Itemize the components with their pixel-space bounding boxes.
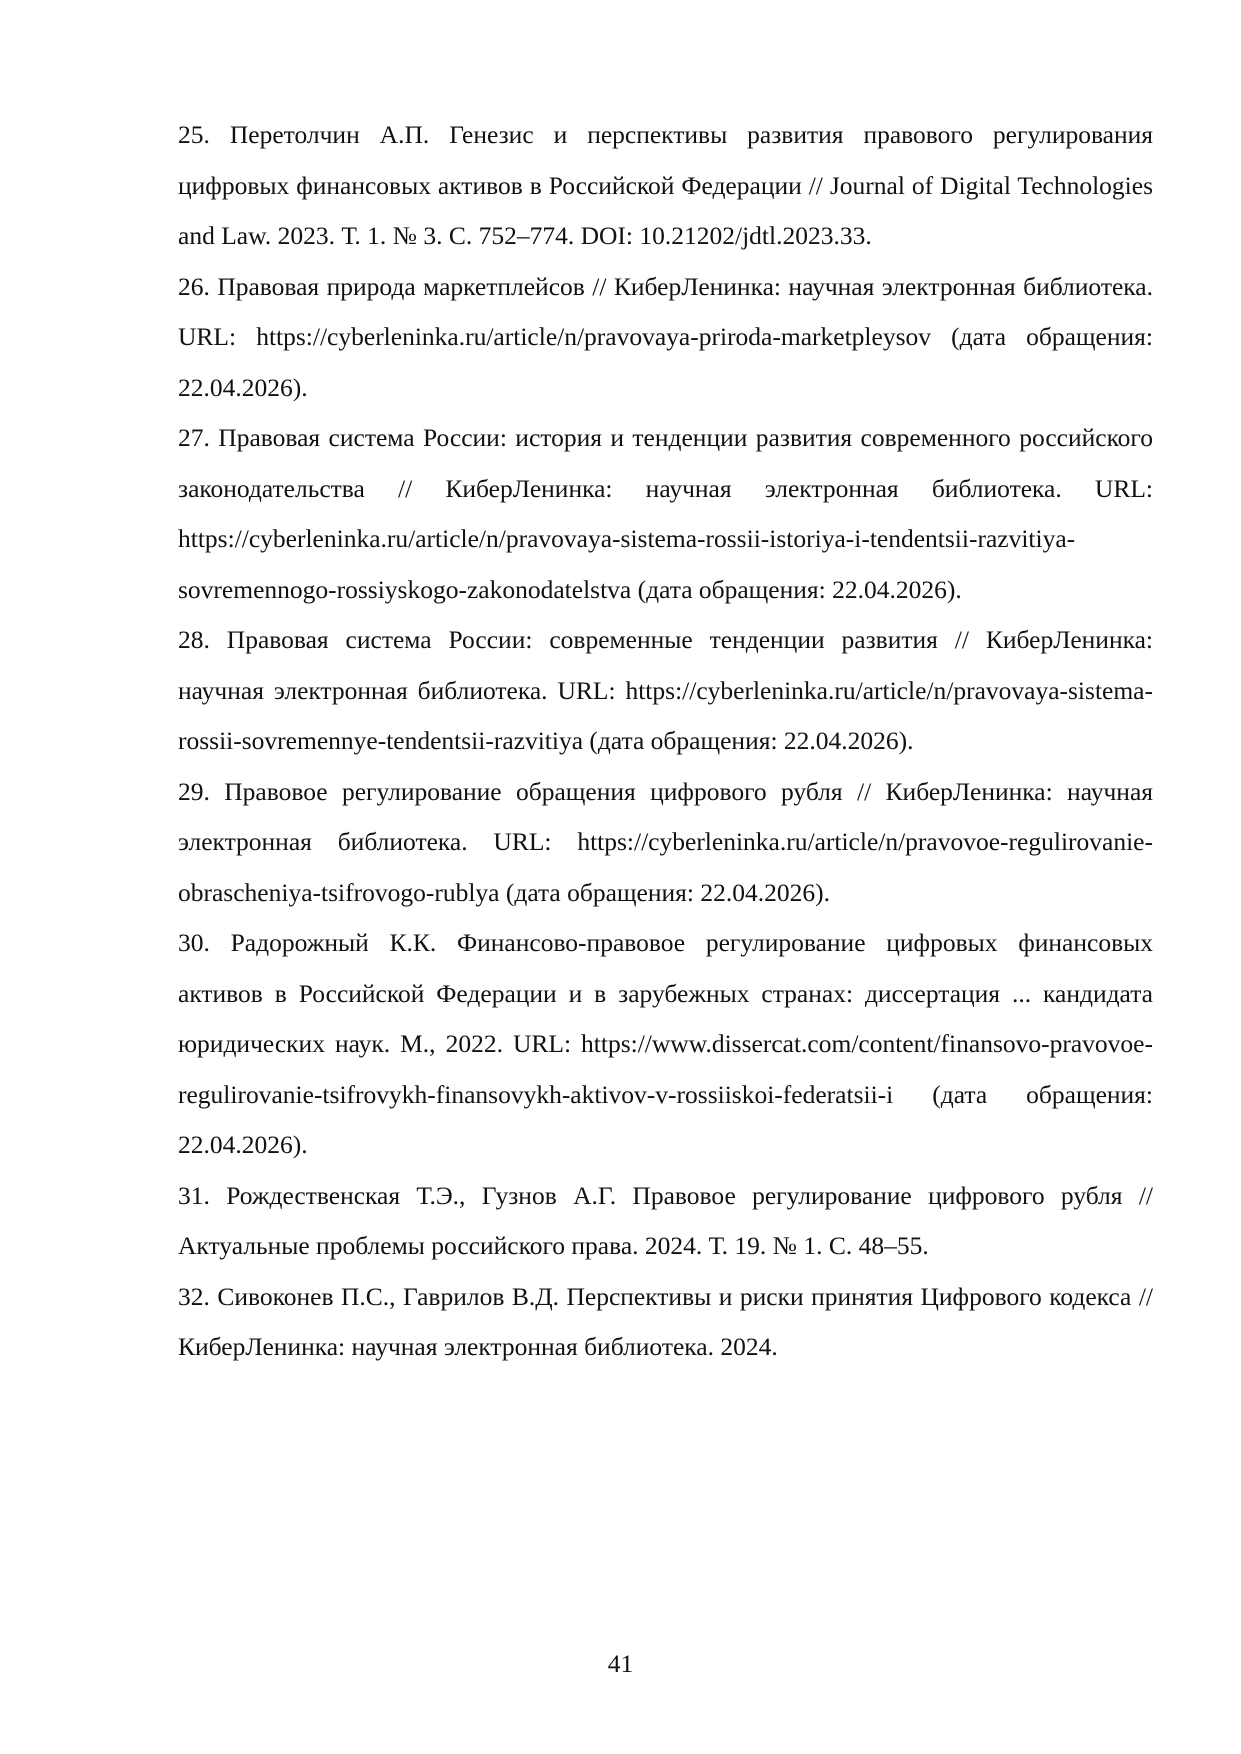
- reference-list: [178, 110, 1153, 1373]
- reference-text: Сивоконев П.С., Гаврилов В.Д. Перспективы и риски принятия Цифрового кодекса // КиберЛенинка: научная электронная библиотека. 2024.: [178, 1281, 1153, 1361]
- reference-text: Рождественская Т.Э., Гузнов А.Г. Правовое регулирование цифрового рубля // Актуальные проблемы российского права. 2024. Т. 19. № 1. С. 48–55.: [178, 1180, 1153, 1260]
- reference-number: 28.: [178, 625, 210, 654]
- reference-item-27: [178, 413, 1153, 615]
- reference-text: Правовая природа маркетплейсов // КиберЛенинка: научная электронная библиотека. URL: https://cyberleninka.ru/article/n/pravovaya-priroda-marketpleysov (дата обращения: 22.04.2026).: [178, 271, 1153, 402]
- reference-number: 25.: [178, 120, 210, 149]
- reference-item-32: [178, 1272, 1153, 1373]
- reference-number: 26.: [178, 271, 210, 301]
- reference-text: Перетолчин А.П. Генезис и перспективы развития правового регулирования цифровых финансовых активов в Российской Федерации // Journal of Digital Technologies and Law. 2023. Т. 1. № 3. С. 752–774. DOI: 10.21202/jdtl.2023.33.: [178, 120, 1154, 250]
- reference-item-31: [178, 1171, 1153, 1272]
- reference-number: 27.: [178, 423, 210, 452]
- reference-item-25: [178, 110, 1153, 262]
- reference-number: 32.: [178, 1281, 210, 1311]
- reference-number: 29.: [178, 776, 210, 806]
- reference-number: 30.: [178, 928, 210, 957]
- reference-item-26: [178, 262, 1153, 414]
- reference-text: Правовая система России: история и тенденции развития современного российского законодательства // КиберЛенинка: научная электронная библиотека. URL: https://cyberleninka.ru/article/n/pravovaya-sistema-rossii-istoriya-i-tendentsii-razvitiya-sovremennogo-rossiyskogo-zakonodatelstva (дата обращения: 22.04.2026).: [178, 423, 1154, 604]
- reference-item-30: [178, 918, 1153, 1171]
- reference-item-28: [178, 615, 1153, 767]
- reference-number: 31.: [178, 1180, 210, 1210]
- reference-text: Радорожный К.К. Финансово-правовое регулирование цифровых финансовых активов в Российской Федерации и в зарубежных странах: диссертация ... кандидата юридических наук. М., 2022. URL: https://www.dissercat.com/content/finansovo-pravovoe-regulirovanie-tsifrovykh-finansovykh-aktivov-v-rossiiskoi-federatsii-i (дата обращения: 22.04.2026).: [178, 928, 1153, 1159]
- reference-text: Правовое регулирование обращения цифрового рубля // КиберЛенинка: научная электронная библиотека. URL: https://cyberleninka.ru/article/n/pravovoe-regulirovanie-obrascheniya-tsifrovogo-rublya (дата обращения: 22.04.2026).: [178, 776, 1153, 907]
- reference-text: Правовая система России: современные тенденции развития // КиберЛенинка: научная электронная библиотека. URL: https://cyberleninka.ru/article/n/pravovaya-sistema-rossii-sovremennye-tendentsii-razvitiya (дата обращения: 22.04.2026).: [178, 625, 1153, 755]
- page-number: 41: [607, 1649, 634, 1678]
- reference-item-29: [178, 767, 1153, 919]
